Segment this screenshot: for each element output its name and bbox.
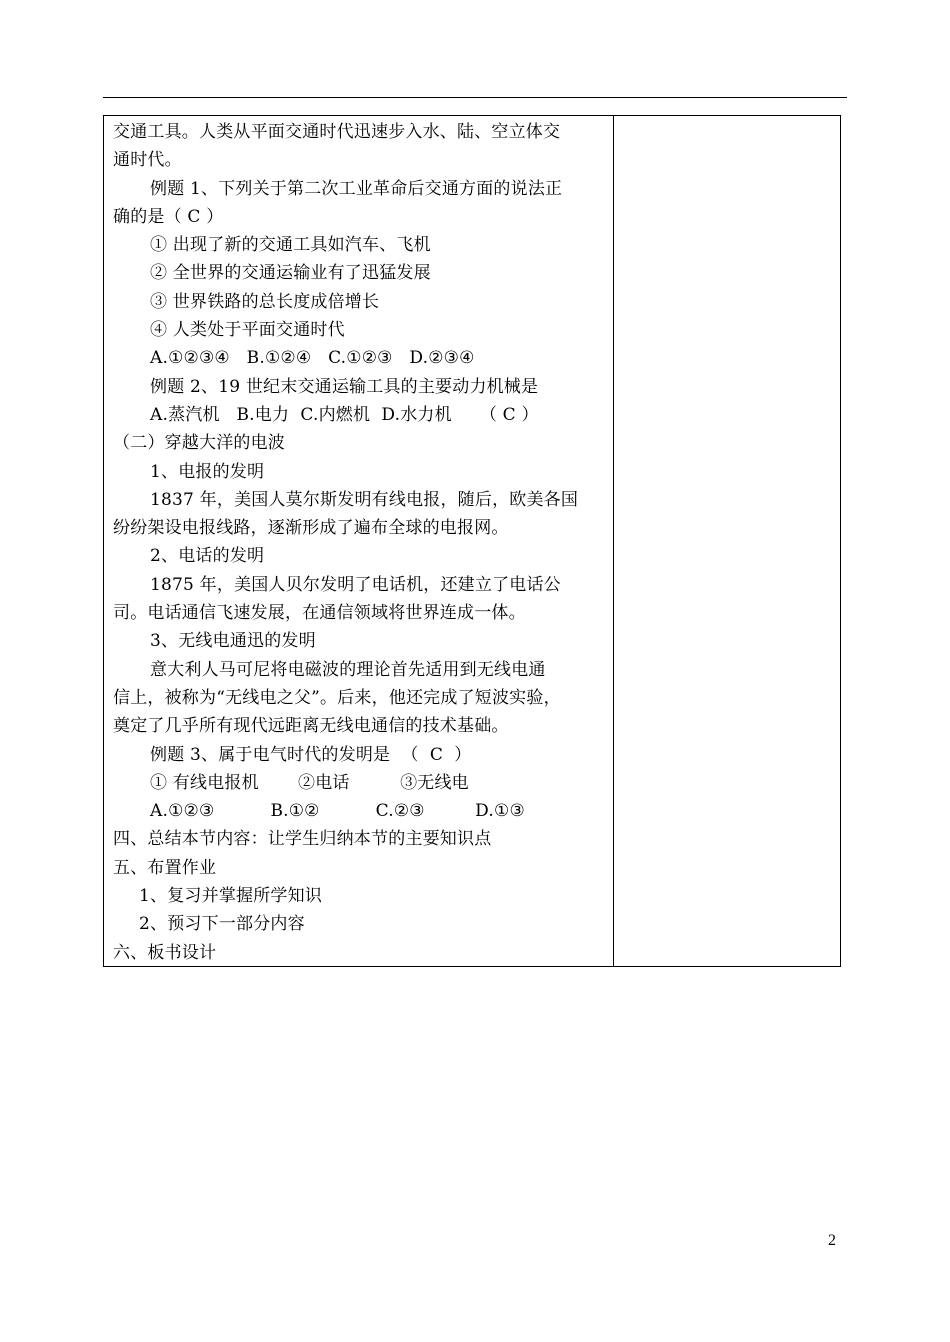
text-line: 例题 3、属于电气时代的发明是 （ C ） <box>150 744 472 765</box>
text-line: 1、复习并掌握所学知识 <box>139 886 323 907</box>
text-line: ① 出现了新的交通工具如汽车、飞机 <box>150 235 431 256</box>
text-line: 纷纷架设电报线路，逐渐形成了遍布全球的电报网。 <box>113 518 509 539</box>
text-line: ④ 人类处于平面交通时代 <box>150 320 345 341</box>
text-line: 六、板书设计 <box>113 942 217 963</box>
text-line: 1、电报的发明 <box>150 461 265 482</box>
lesson-content-cell <box>104 118 613 967</box>
text-line: ③ 世界铁路的总长度成倍增长 <box>150 291 380 312</box>
text-line: 2、预习下一部分内容 <box>139 914 305 935</box>
text-line: ② 全世界的交通运输业有了迅猛发展 <box>150 263 431 284</box>
notes-cell <box>614 116 840 966</box>
text-line: 司。电话通信飞速发展，在通信领域将世界连成一体。 <box>113 603 526 624</box>
text-line: 1837 年，美国人莫尔斯发明有线电报，随后，欧美各国 <box>150 489 579 510</box>
text-line: ① 有线电报机 ②电话 ③无线电 <box>150 772 469 793</box>
text-line: 奠定了几乎所有现代远距离无线电通信的技术基础。 <box>113 716 509 737</box>
lesson-table <box>103 115 841 967</box>
text-line: A.蒸汽机 B.电力 C.内燃机 D.水力机 （ C ） <box>150 404 539 425</box>
text-line: 3、无线电通迅的发明 <box>150 631 316 652</box>
text-line: 交通工具。人类从平面交通时代迅速步入水、陆、空立体交 <box>113 122 561 142</box>
text-line: 确的是（ C ） <box>113 206 224 227</box>
text-line: 2、电话的发明 <box>150 546 265 567</box>
page-number: 2 <box>828 1232 836 1249</box>
text-line: A.①②③④ B.①②④ C.①②③ D.②③④ <box>150 348 475 369</box>
text-line: 信上，被称为“无线电之父”。后来，他还完成了短波实验， <box>113 687 561 708</box>
text-line: 例题 2、19 世纪末交通运输工具的主要动力机械是 <box>150 376 539 397</box>
text-line: 五、布置作业 <box>113 857 217 878</box>
header-rule <box>103 97 847 98</box>
text-line: A.①②③ B.①② C.②③ D.①③ <box>150 801 525 822</box>
text-line: 1875 年，美国人贝尔发明了电话机，还建立了电话公 <box>150 574 561 595</box>
text-line: （二）穿越大洋的电波 <box>113 433 285 454</box>
text-line: 四、总结本节内容：让学生归纳本节的主要知识点 <box>113 829 492 850</box>
text-line: 意大利人马可尼将电磁波的理论首先适用到无线电通 <box>150 659 546 680</box>
text-line: 例题 1、下列关于第二次工业革命后交通方面的说法正 <box>150 178 563 199</box>
text-line: 通时代。 <box>113 150 182 171</box>
